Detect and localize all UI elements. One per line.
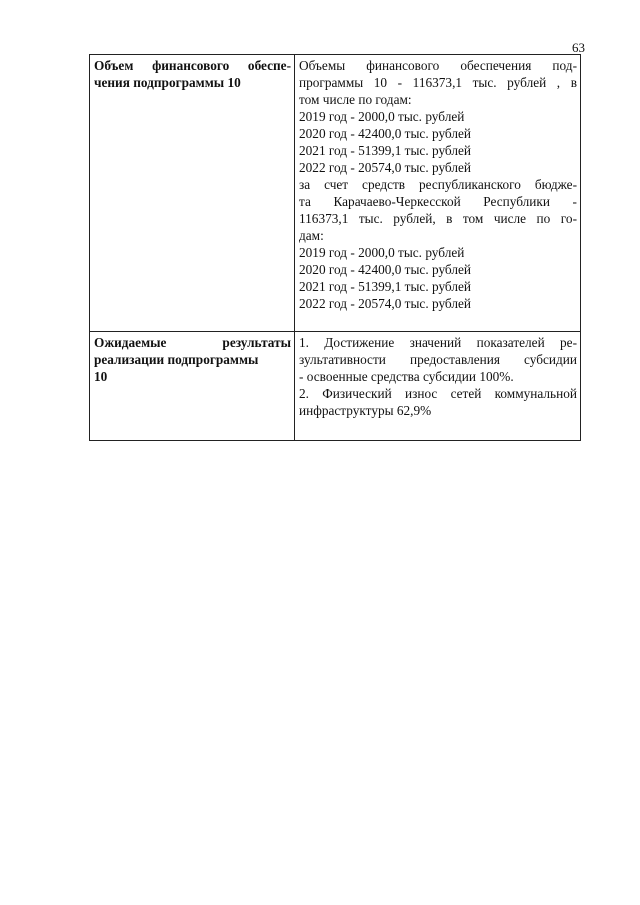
content-line: программы 10 - 116373,1 тыс. рублей , в bbox=[299, 75, 577, 90]
content-line: - освоенные средства субсидии 100%. bbox=[299, 369, 514, 384]
content-line: за счет средств республиканского бюдже- bbox=[299, 177, 577, 192]
year-amount-line: 2020 год - 42400,0 тыс. рублей bbox=[299, 126, 472, 141]
results-content-cell bbox=[295, 332, 581, 441]
page-number: 63 bbox=[572, 40, 585, 55]
table-row-financing bbox=[90, 55, 581, 332]
year-amount-line: 2019 год - 2000,0 тыс. рублей bbox=[299, 109, 465, 124]
year-amount-line: 2022 год - 20574,0 тыс. рублей bbox=[299, 296, 472, 311]
content-line: 2. Физический износ сетей коммунальной bbox=[299, 386, 577, 401]
results-label-cell bbox=[90, 332, 295, 441]
content-line: дам: bbox=[299, 228, 324, 243]
content-line: том числе по годам: bbox=[299, 92, 412, 107]
content-line: зультативности предоставления субсидии bbox=[299, 352, 577, 367]
year-amount-line: 2019 год - 2000,0 тыс. рублей bbox=[299, 245, 465, 260]
content-line: Объемы финансового обеспечения под- bbox=[299, 58, 577, 73]
year-amount-line: 2021 год - 51399,1 тыс. рублей bbox=[299, 143, 472, 158]
label-line: Ожидаемые результаты bbox=[94, 335, 291, 350]
label-line: 10 bbox=[94, 369, 108, 384]
year-amount-line: 2021 год - 51399,1 тыс. рублей bbox=[299, 279, 472, 294]
year-amount-line: 2022 год - 20574,0 тыс. рублей bbox=[299, 160, 472, 175]
table-row-expected-results bbox=[90, 332, 581, 441]
content-line: инфраструктуры 62,9% bbox=[299, 403, 432, 418]
label-line: чения подпрограммы 10 bbox=[94, 75, 241, 90]
financing-content-cell bbox=[295, 55, 581, 332]
content-line: 1. Достижение значений показателей ре- bbox=[299, 335, 577, 350]
year-amount-line: 2020 год - 42400,0 тыс. рублей bbox=[299, 262, 472, 277]
label-line: реализации подпрограммы bbox=[94, 352, 259, 367]
content-line: 116373,1 тыс. рублей, в том числе по го- bbox=[299, 211, 577, 226]
content-line: та Карачаево-Черкесской Республики - bbox=[299, 194, 577, 209]
financing-label-cell bbox=[90, 55, 295, 332]
subprogram-passport-table bbox=[89, 54, 581, 441]
label-line: Объем финансового обеспе- bbox=[94, 58, 291, 73]
